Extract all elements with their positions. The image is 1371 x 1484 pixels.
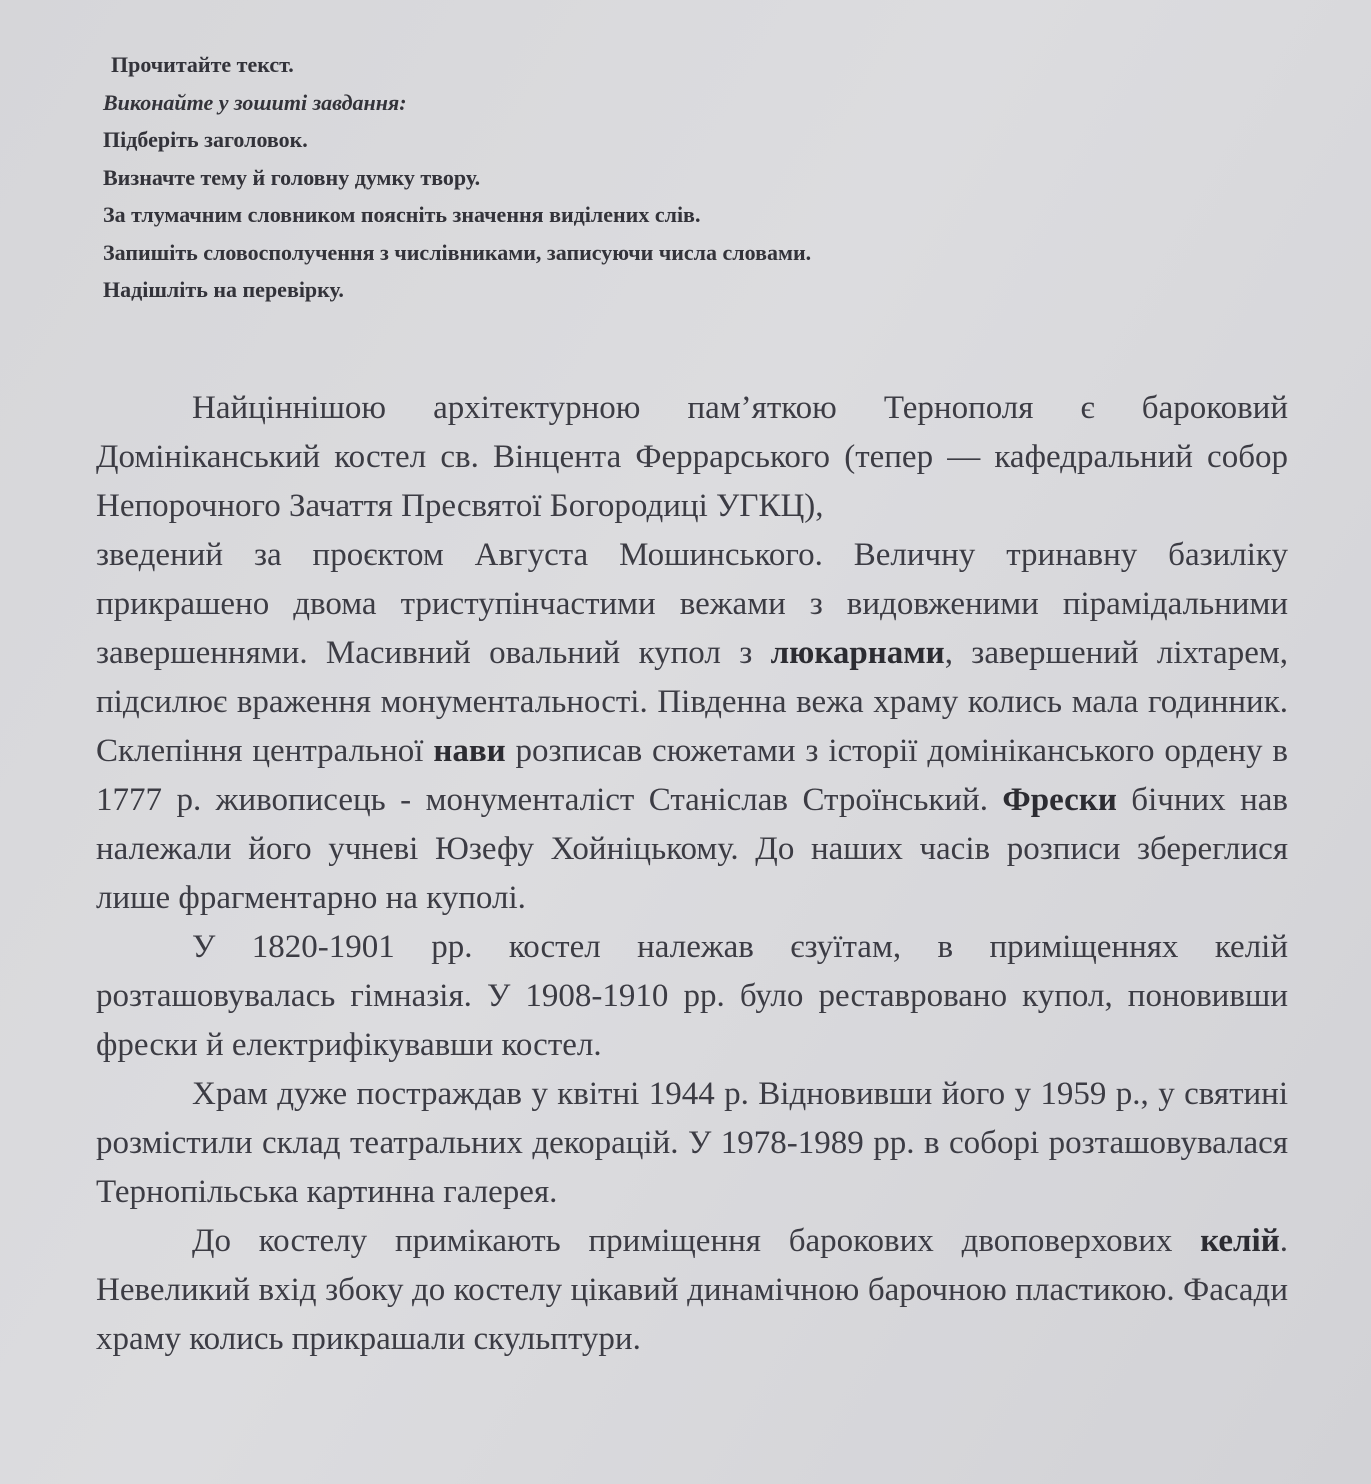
highlighted-word-lyukarny: люкарнами	[770, 635, 945, 671]
paragraph-3: Храм дуже постраждав у квітні 1944 р. Відновивши його у 1959 р., у святині розмістили склад театральних декорацій. У 1978-1989 рр. в соборі розташовувалася Тернопільська картинна галерея.	[96, 1076, 1288, 1210]
task-item: За тлумачним словником поясніть значення виділених слів.	[103, 202, 701, 227]
paragraph-1-part-e: бічних нав належали його учневі Юзефу Хойніцькому. До наших часів розписи збереглися лише фрагментарно на куполі.	[96, 782, 1289, 916]
task-item: Визначте тему й головну думку твору.	[103, 164, 481, 190]
task-item: Надішліть на перевірку.	[103, 277, 344, 302]
task-item: Запишіть словосполучення з числівниками, записуючи числа словами.	[103, 239, 812, 265]
paragraph-1	[96, 384, 1288, 923]
task-title: Прочитайте текст.	[111, 52, 294, 77]
paragraph-1-part-c: , завершений ліхтарем, підсилює враження монументальності. Південна вежа храму колись мала годинник. Склепіння центральної	[96, 635, 1288, 769]
paragraph-4	[96, 1217, 1288, 1364]
paragraph-2: У 1820-1901 рр. костел належав єзуїтам, в приміщеннях келій розташовувалась гімназія. У 1908-1910 рр. було реставровано купол, поновивши фрески й електрифікувавши костел.	[96, 929, 1288, 1063]
task-subtitle: Виконайте у зошиті завдання:	[103, 89, 407, 115]
task-item: Підберіть заголовок.	[103, 127, 308, 152]
paragraph-4-part-b: . Невеликий вхід збоку до костелу цікавий динамічною барочною пластикою. Фасади храму колись прикрашали скульптури.	[96, 1223, 1288, 1357]
paragraph-1-part-b-wrap	[96, 531, 1288, 923]
paragraph-4-part-a: До костелу примікають приміщення барокових двоповерхових	[192, 1223, 1201, 1259]
main-text	[96, 384, 1288, 1364]
highlighted-word-navy: нави	[433, 733, 506, 769]
highlighted-word-freski: Фрески	[1002, 782, 1117, 818]
task-block	[103, 46, 1103, 309]
highlighted-word-keliy: келій	[1200, 1223, 1280, 1259]
paragraph-1-part-a: Найціннішою архітектурною пам’яткою Тернополя є бароковий Домініканський костел св. Вінцента Феррарського (тепер — кафедральний собор Непорочного Зачаття Пресвятої Богородиці УГКЦ),	[96, 390, 1288, 524]
paragraph-1-part-d: розписав сюжетами з історії домініканського ордену в 1777 р. живописець - монументаліст Станіслав Строїнський.	[96, 733, 1288, 818]
paragraph-1-part-b: зведений за проєктом Августа Мошинського. Величну тринавну базиліку прикрашено двома триступінчастими вежами з видовженими пірамідальними завершеннями. Масивний овальний купол з	[96, 537, 1288, 671]
